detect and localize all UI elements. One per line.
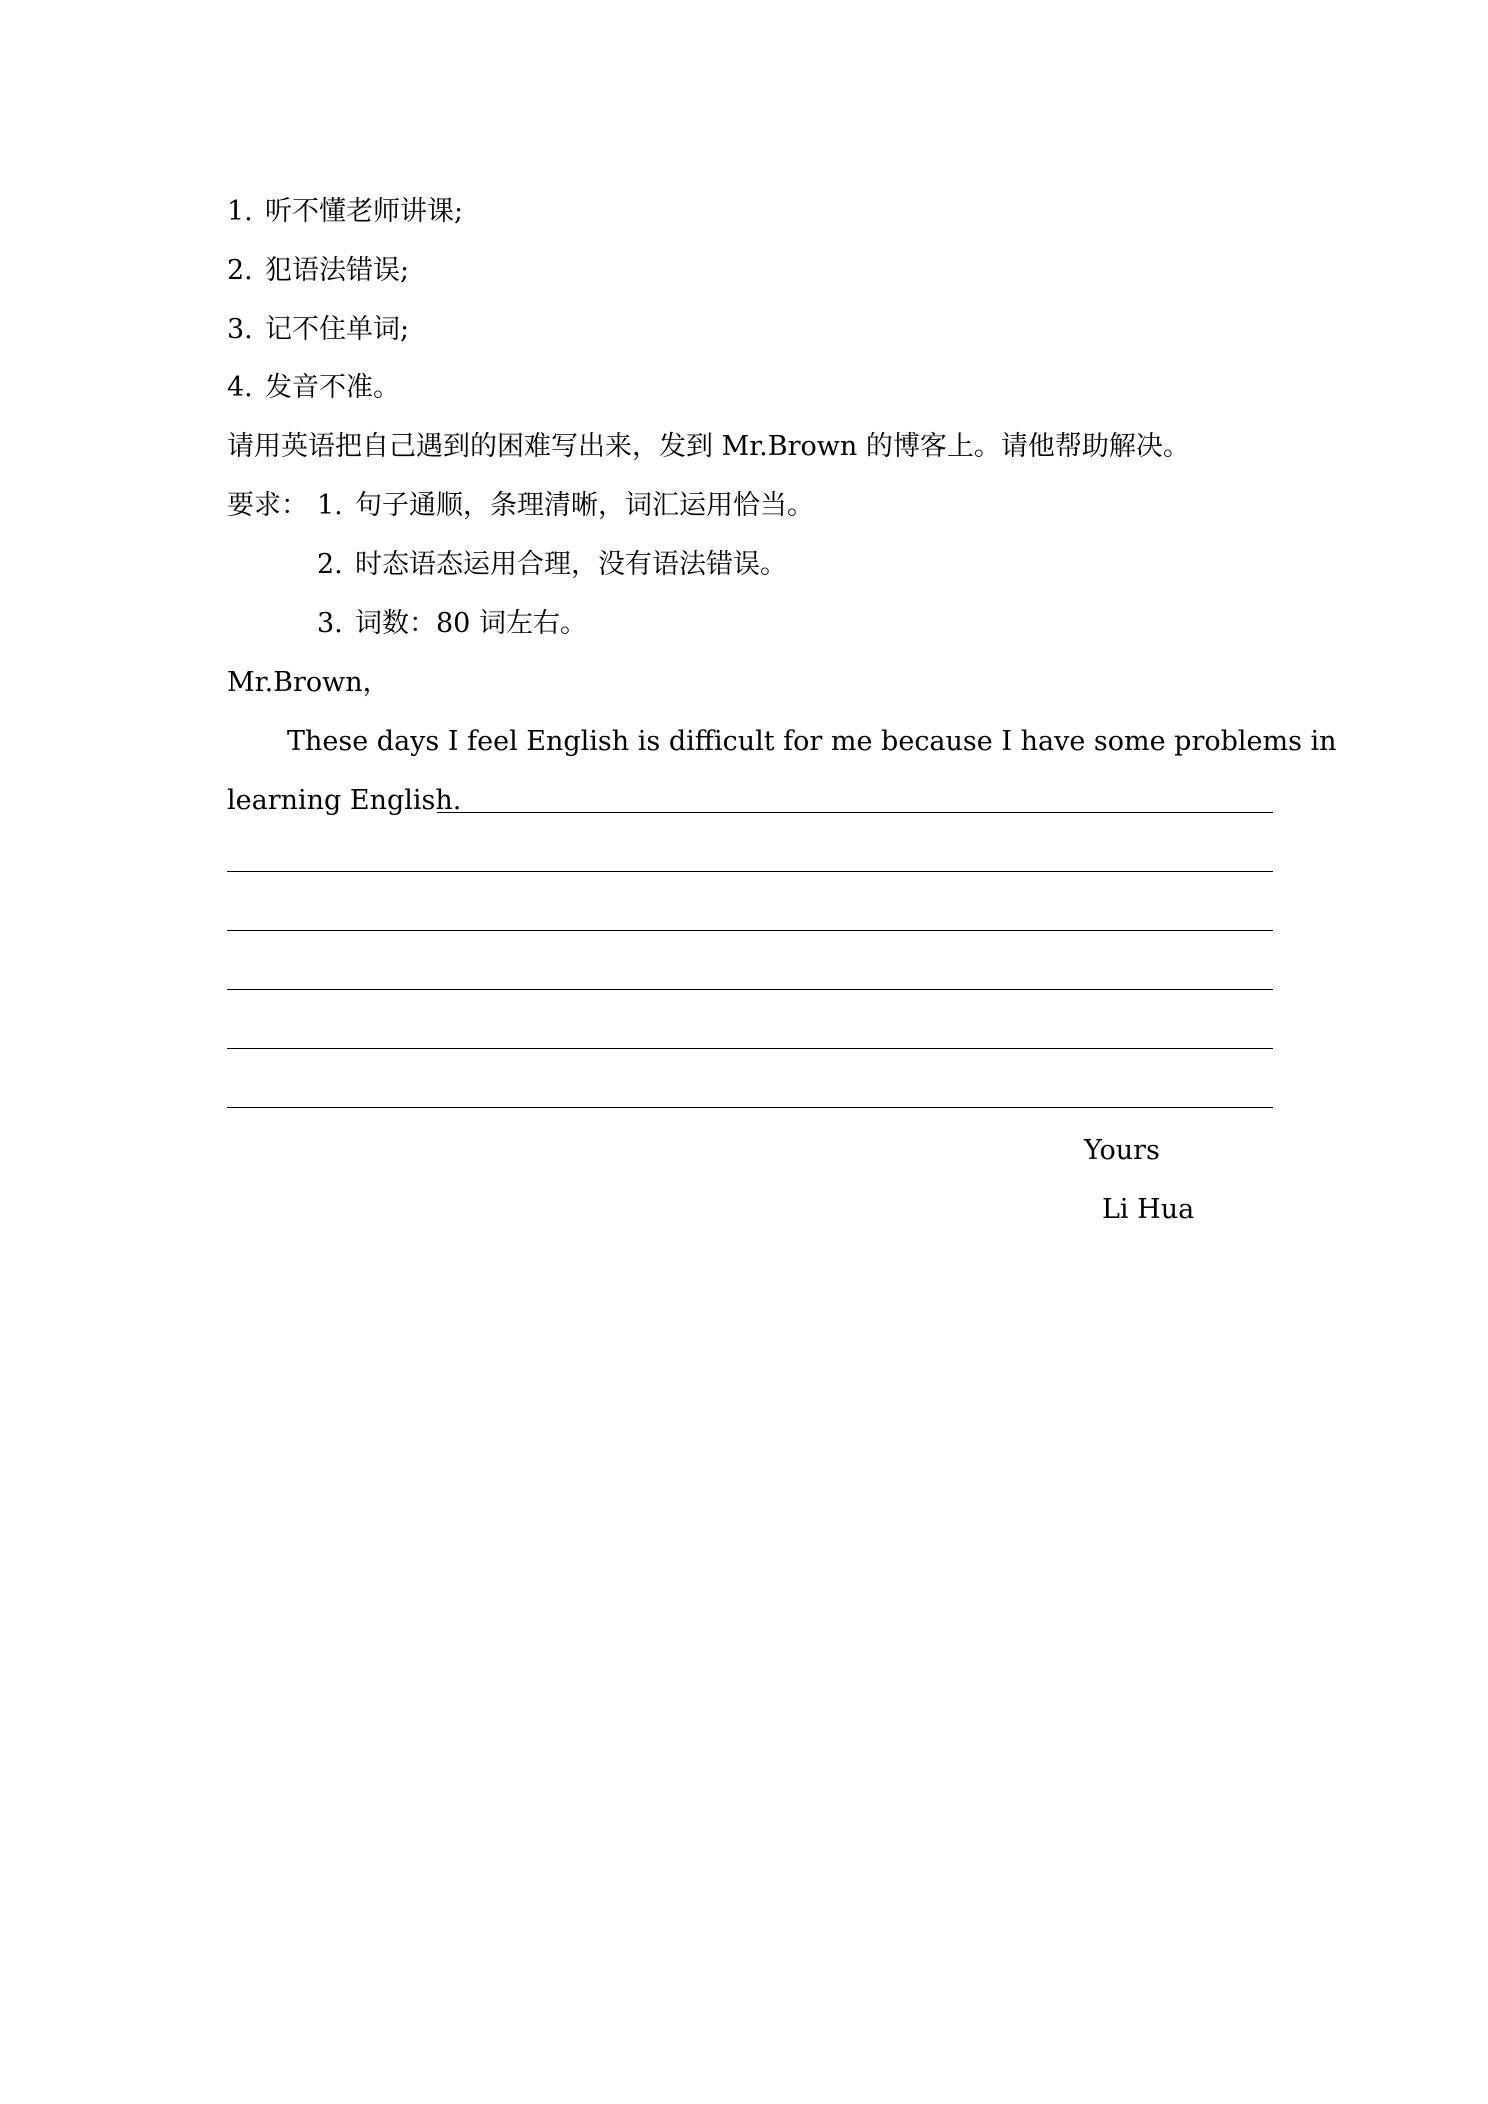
requirements-label: 要求： [227, 490, 308, 521]
letter-salutation: Mr.Brown， [227, 667, 390, 698]
letter-signature: Li Hua [1102, 1194, 1195, 1225]
letter-opening-line: learning English. [227, 785, 462, 816]
answer-line [227, 871, 1273, 872]
letter-opening-line: These days I feel English is difficult for me because I have some problems in [287, 726, 1337, 757]
list-item-text: 犯语法错误; [265, 255, 410, 286]
requirement-number: 3. [317, 608, 343, 639]
requirement-item [317, 606, 587, 642]
requirement-item [317, 547, 787, 583]
list-item [227, 253, 409, 289]
list-item-number: 2. [227, 255, 253, 286]
list-item [227, 370, 400, 406]
list-item [227, 312, 409, 348]
list-item-text: 听不懂老师讲课; [265, 196, 464, 227]
answer-line [437, 812, 1273, 813]
list-item [227, 194, 463, 230]
requirement-text: 词数：80 词左右。 [355, 608, 587, 639]
list-item-number: 4. [227, 372, 253, 403]
requirement-number: 1. [317, 490, 343, 521]
answer-line [227, 989, 1273, 990]
list-item-number: 1. [227, 196, 253, 227]
list-item-number: 3. [227, 314, 253, 345]
list-item-text: 发音不准。 [265, 372, 400, 403]
requirement-number: 2. [317, 549, 343, 580]
list-item-text: 记不住单词; [265, 314, 410, 345]
answer-line [227, 1048, 1273, 1049]
answer-line [227, 930, 1273, 931]
requirement-item [227, 488, 814, 524]
requirement-text: 时态语态运用合理，没有语法错误。 [355, 549, 787, 580]
instruction-text: 请用英语把自己遇到的困难写出来，发到 Mr.Brown 的博客上。请他帮助解决。 [227, 431, 1190, 462]
requirement-text: 句子通顺，条理清晰，词汇运用恰当。 [355, 490, 814, 521]
answer-line [227, 1107, 1273, 1108]
letter-closing: Yours [1084, 1135, 1160, 1166]
